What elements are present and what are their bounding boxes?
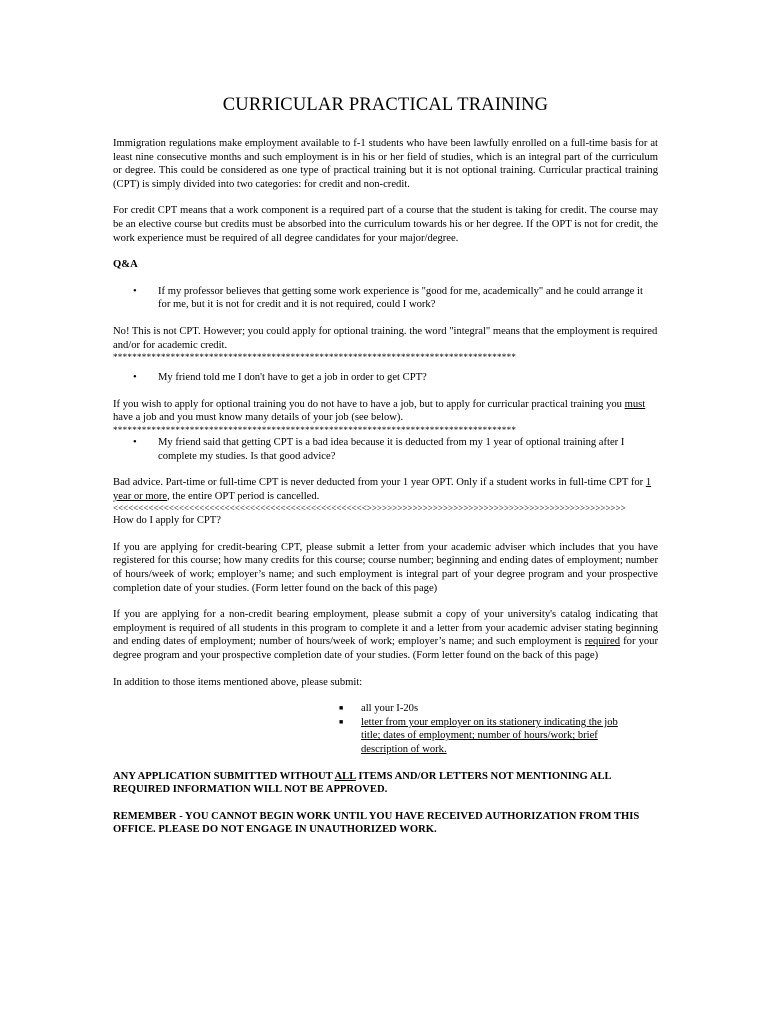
answer-3-underline: 1 year or more <box>113 477 652 502</box>
separator-stars-2: ************************************************************************************ <box>113 424 517 435</box>
intro-paragraph: Immigration regulations make employment available to f-1 students who have been lawfully enrolled on a full-time basis for at least nine consecutive months and such employment is in his or her field of studies, which is an integral part of the curriculum or degree. This could be considered as one type of practical training but it is not optional training. Curricular practical training (CPT) is simply divided into two categories: for credit and non-credit. <box>113 138 658 190</box>
question-1-text: If my professor believes that getting some work experience is "good for me, academically" and he could arrange it for me, but it is not for credit and it is not required, could I work? <box>158 285 643 311</box>
noncredit-apply-paragraph <box>113 608 658 662</box>
square-bullet-icon: ■ <box>339 717 344 726</box>
answer-2-must: must <box>624 398 646 410</box>
list-item <box>339 716 658 757</box>
document-body <box>113 94 658 837</box>
question-2-text: My friend told me I don't have to get a job in order to get CPT? <box>158 372 427 384</box>
addition-paragraph: In addition to those items mentioned above, please submit: <box>113 676 363 688</box>
square-bullet-icon: ■ <box>339 704 344 713</box>
question-3-text: My friend said that getting CPT is a bad idea because it is deducted from my 1 year of optional training after I complete my studies. Is that good advice? <box>158 436 625 462</box>
noncredit-text-a: If you are applying for a non-credit bearing employment, please submit a copy of your university's catalog indicating that employment is required of all students in this program to complete it and a letter from your academic adviser stating beginning and ending dates of employment; number of hours/week of work; employer’s name; and such employment is <box>113 609 658 648</box>
qa-heading: Q&A <box>113 259 138 271</box>
answer-2-text-b: have a job and you must know many details of your job (see below). <box>113 412 404 424</box>
answer-2-text-a: If you wish to apply for optional training you do not have to have a job, but to apply for curricular practical training you <box>113 398 625 410</box>
answer-3-text-b: , the entire OPT period is cancelled. <box>167 490 320 502</box>
question-2 <box>133 371 658 385</box>
separator-arrows: <<<<<<<<<<<<<<<<<<<<<<<<<<<<<<<<<<<<<<<<<<<<<<<<<<>>>>>>>>>>>>>>>>>>>>>>>>>>>>>>>>>>>>>>>>>>>>>>>>>>> <box>113 503 626 514</box>
separator-stars-1: ************************************************************************************ <box>113 352 517 363</box>
noncredit-required: required <box>584 636 621 648</box>
answer-3-text-a: Bad advice. Part-time or full-time CPT is never deducted from your 1 year OPT. Only if a student works in full-time CPT for <box>113 477 646 489</box>
list-item-text: all your I-20s <box>361 703 419 715</box>
remember-notice: REMEMBER - YOU CANNOT BEGIN WORK UNTIL YOU HAVE RECEIVED AUTHORIZATION FROM THIS OFFICE. PLEASE DO NOT ENGAGE IN UNAUTHORIZED WORK. <box>113 810 640 836</box>
page-title: CURRICULAR PRACTICAL TRAINING <box>222 95 549 115</box>
how-to-apply-question: How do I apply for CPT? <box>113 515 221 527</box>
warning-notice <box>113 770 658 797</box>
submit-items-list <box>339 702 658 756</box>
question-1 <box>133 285 658 312</box>
credit-cpt-paragraph: For credit CPT means that a work component is a required part of a course that the student is taking for credit. The course may be an elective course but credits must be absorbed into the curriculum towards his or her degree. If the OPT is not for credit, the work experience must be required of all degree candidates for your major/degree. <box>113 205 658 244</box>
bullet-icon: • <box>133 372 137 384</box>
warning-text-a: ANY APPLICATION SUBMITTED WITHOUT <box>113 770 335 782</box>
answer-3 <box>113 476 658 503</box>
credit-apply-paragraph: If you are applying for credit-bearing CPT, please submit a letter from your academic adviser which includes that you have registered for this course; how many credits for this course; course number; beginning and ending dates of employment; number of hours/week of work; employer’s name; and such employment is integral part of your degree program and your prospective completion date of your studies. (Form letter found on the back of this page) <box>113 541 658 594</box>
answer-1: No! This is not CPT. However; you could apply for optional training. the word "integral" means that the employment is required and/or for academic credit. <box>113 325 658 351</box>
list-item-text: letter from your employer on its stationery indicating the job title; dates of employment; number of hours/work; brief description of work. <box>361 716 618 755</box>
bullet-icon: • <box>133 285 137 297</box>
question-3 <box>133 436 658 463</box>
bullet-icon: • <box>133 436 137 448</box>
warning-text-b: ITEMS AND/OR LETTERS NOT MENTIONING ALL REQUIRED INFORMATION WILL NOT BE APPROVED. <box>113 770 612 796</box>
warning-all: ALL <box>334 770 356 782</box>
list-item <box>339 702 658 716</box>
answer-2 <box>113 398 658 425</box>
noncredit-text-b: for your degree program and your prospective completion date of your studies. (Form letter found on the back of this page) <box>113 636 658 662</box>
